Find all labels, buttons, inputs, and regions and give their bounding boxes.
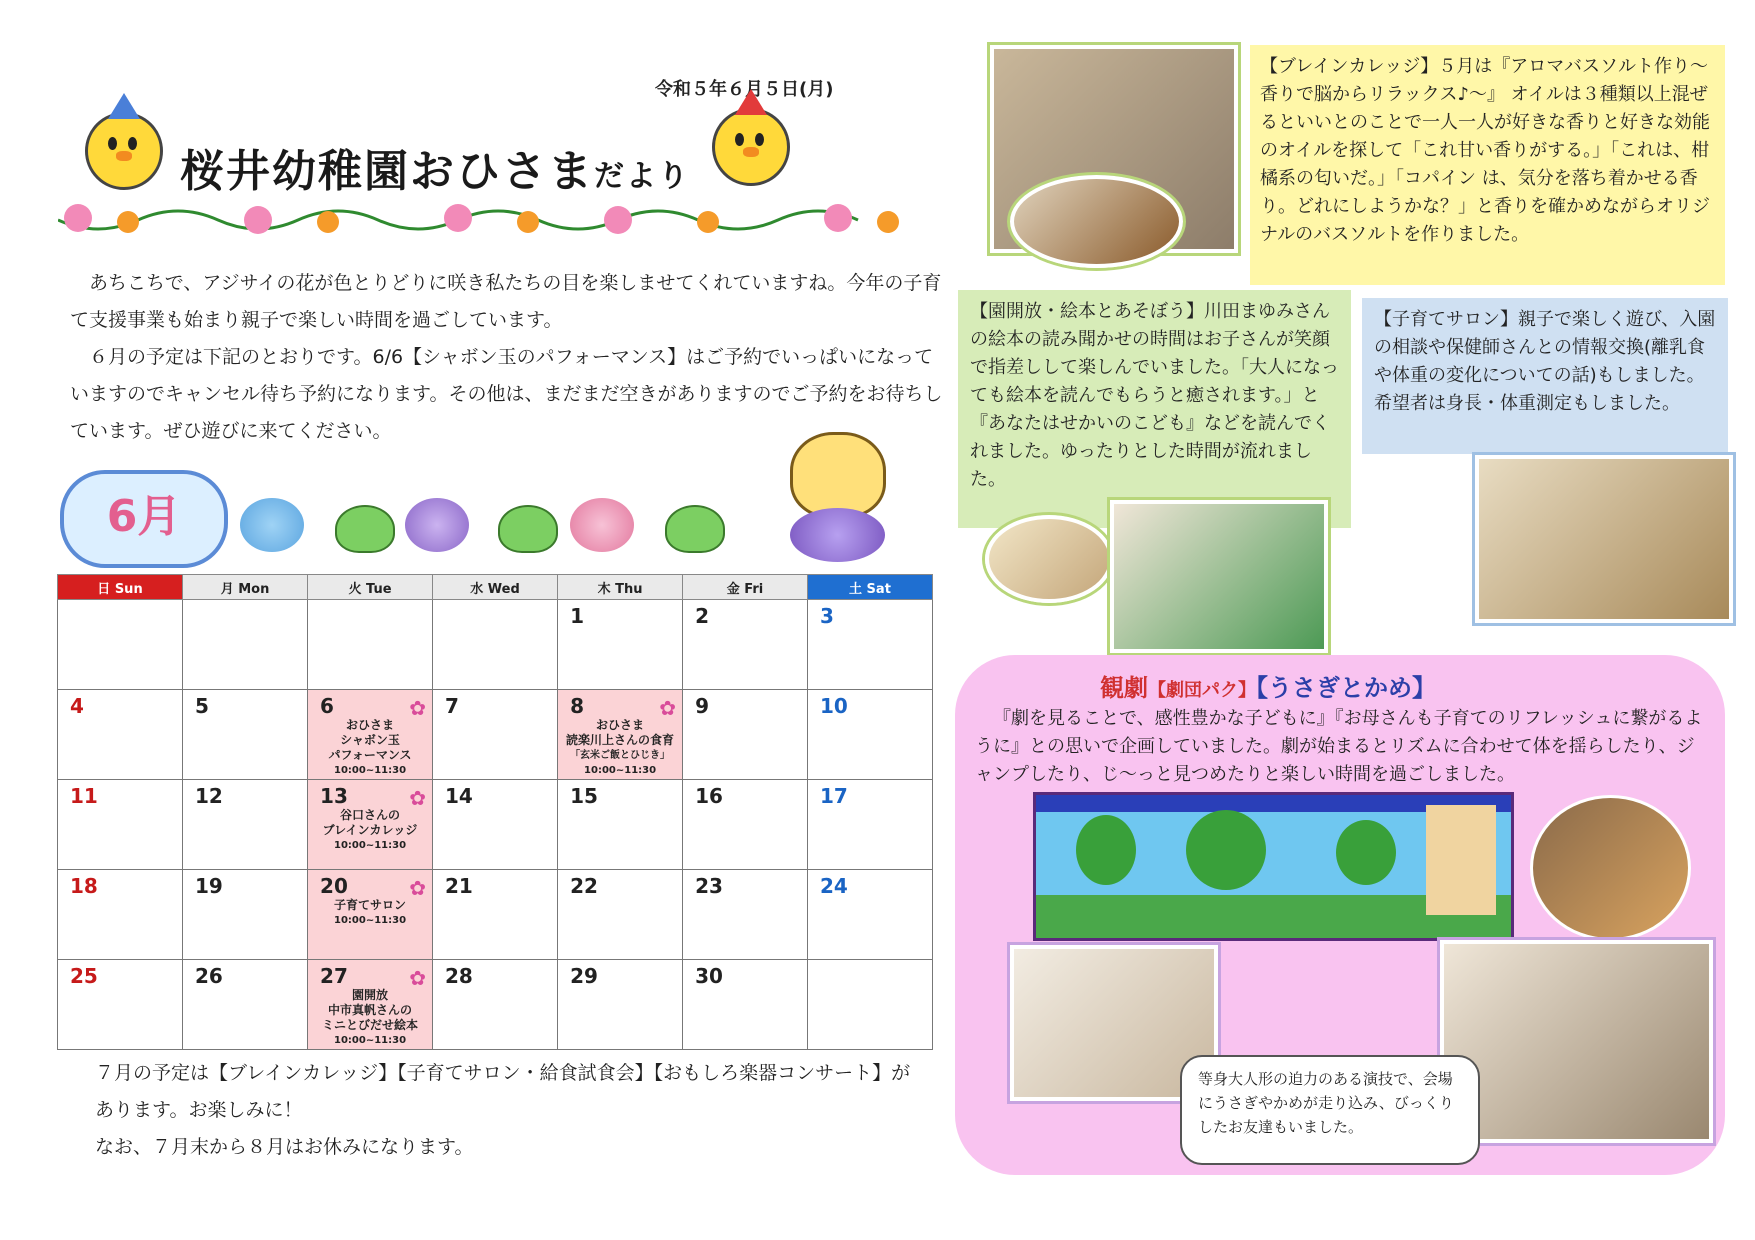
event-text [314, 898, 426, 928]
day-number: 27 [320, 964, 348, 988]
calendar-day [558, 960, 683, 1050]
flower-icon: ✿ [659, 696, 677, 720]
calendar-week [58, 690, 933, 780]
calendar-day [58, 780, 183, 870]
newsletter-title [180, 135, 690, 199]
day-number: 3 [819, 604, 834, 628]
calendar-day [433, 960, 558, 1050]
day-number: 29 [570, 964, 598, 988]
event-text [564, 718, 676, 778]
day-number: 23 [695, 874, 723, 898]
calendar-day [308, 960, 433, 1050]
day-number: 8 [570, 694, 584, 718]
brain-college-report: 【ブレインカレッジ】５月は『アロマバスソルト作り～香りで脳からリラックス♪～』 オイルは３種類以上混ぜるといいとのことで一人一人が好きな香りと好きな効能のオイルを探して「これ甘い香りがする。」「これは、柑橘系の匂いだ。」「コパイン は、気分を落ち着かせる香り。どれにしようかな？」と香りを確かめながらオリジナルのバスソルトを作りました。 [1250, 45, 1725, 285]
calendar-day [683, 780, 808, 870]
event-line: おひさま [596, 718, 645, 732]
intro-paragraph: あちこちで、アジサイの花が色とりどりに咲き私たちの目を楽しませてくれていますね。今年の子育て支援事業も始まり親子で楽しい時間を過ごしています。 [70, 272, 942, 331]
month-badge: 6月 [60, 470, 228, 568]
day-number: 30 [695, 964, 723, 988]
weekday-header: 水 Wed [433, 575, 558, 600]
calendar-week [58, 960, 933, 1050]
calendar-day [807, 780, 932, 870]
calendar-day [807, 690, 932, 780]
calendar-day [183, 600, 308, 690]
calendar-day [683, 690, 808, 780]
title-small: だより [594, 159, 690, 194]
weekday-header: 金 Fri [683, 575, 808, 600]
calendar-day [807, 600, 932, 690]
rabbit-performer-photo [1530, 795, 1691, 941]
calendar-day [58, 600, 183, 690]
calendar-day [183, 870, 308, 960]
calendar-day [558, 600, 683, 690]
event-line: 10:00~11:30 [334, 840, 407, 851]
day-number: 9 [695, 694, 709, 718]
calendar-week [58, 870, 933, 960]
day-number: 15 [570, 784, 598, 808]
theater-paragraph: 『劇を見ることで、感性豊かな子どもに』『お母さんも子育てのリフレッシュに繋がるように』との思いで企画していました。劇が始まるとリズムに合わせて体を揺らしたり、ジャンプしたり、じ～っと見つめたりと楽しい時間を過ごしました。 [975, 708, 1703, 785]
calendar-day [558, 870, 683, 960]
july-paragraph: ７月の予定は【ブレインカレッジ】【子育てサロン・給食試食会】【おもしろ楽器コンサート】があります。お楽しみに！ [95, 1062, 911, 1121]
day-number: 19 [195, 874, 223, 898]
calendar-day [183, 780, 308, 870]
calendar-day [58, 690, 183, 780]
event-line: シャボン玉 [340, 733, 400, 747]
hydrangea-purple-icon [790, 508, 885, 562]
hydrangea-blue-icon [240, 498, 304, 552]
theater-play-title: 【うさぎとかめ】 [1256, 674, 1436, 702]
day-number: 20 [320, 874, 348, 898]
calendar-day [183, 960, 308, 1050]
picture-book-photo [985, 515, 1113, 603]
theater-company: 【劇団パク】 [1148, 680, 1256, 701]
event-line: ブレインカレッジ [322, 823, 418, 837]
calendar-day [308, 870, 433, 960]
day-number: 28 [445, 964, 473, 988]
calendar-day [433, 780, 558, 870]
day-number: 2 [695, 604, 709, 628]
event-line: 中市真帆さんの [328, 1003, 413, 1017]
calendar-body [58, 600, 933, 1050]
flower-garland [58, 198, 908, 242]
calendar-week [58, 780, 933, 870]
theater-description [975, 705, 1710, 789]
june-calendar [57, 574, 933, 1050]
event-text [314, 808, 426, 853]
parenting-salon-report: 【子育てサロン】親子で楽しく遊び、入園の相談や保健師さんとの情報交換(離乳食や体重の変化についての話)もしました。希望者は身長・体重測定もしました。 [1362, 298, 1728, 454]
flower-icon: ✿ [409, 966, 427, 990]
event-line: 子育てサロン [334, 898, 407, 912]
salon-playroom-photo [1475, 455, 1733, 623]
day-number: 17 [819, 784, 848, 808]
calendar-day [683, 960, 808, 1050]
day-number: 4 [70, 694, 84, 718]
reading-session-photo [1110, 500, 1328, 653]
frog-icon [335, 505, 395, 553]
calendar-day [807, 960, 932, 1050]
hydrangea-pink-icon [570, 498, 634, 552]
speech-bubble: 等身大人形の迫力のある演技で、会場にうさぎやかめが走り込み、びっくりしたお友達もいました。 [1180, 1055, 1480, 1165]
weekday-header: 土 Sat [807, 575, 932, 600]
chick-mascot-right [712, 108, 790, 186]
calendar-day [433, 870, 558, 960]
calendar-day [308, 780, 433, 870]
day-number: 22 [570, 874, 598, 898]
calendar-day [58, 960, 183, 1050]
day-number: 26 [195, 964, 223, 988]
day-number: 1 [570, 604, 584, 628]
calendar-day [308, 600, 433, 690]
weekday-header: 月 Mon [183, 575, 308, 600]
day-number: 13 [320, 784, 348, 808]
flower-icon: ✿ [409, 876, 427, 900]
hydrangea-purple-icon [405, 498, 469, 552]
chick-mascot-left [85, 112, 163, 190]
theater-heading [1100, 668, 1436, 703]
event-line: パフォーマンス [328, 748, 412, 762]
day-number: 18 [70, 874, 98, 898]
event-line: 園開放 [352, 988, 389, 1002]
calendar-day [183, 690, 308, 780]
flower-icon: ✿ [409, 786, 427, 810]
day-number: 6 [320, 694, 334, 718]
event-text [314, 988, 426, 1048]
day-number: 11 [70, 784, 98, 808]
event-line: 10:00~11:30 [584, 765, 657, 776]
july-notice [95, 1055, 915, 1166]
event-line: 読楽川上さんの食育 [566, 733, 675, 747]
open-day-report: 【園開放・絵本とあそぼう】川田まゆみさんの絵本の読み聞かせの時間はお子さんが笑顔で指差しして楽しんでいました。「大人になっても絵本を読んでもらうと癒されます。」と『あなたはせかいのこども』などを読んでくれました。ゆったりとした時間が流れました。 [958, 290, 1351, 528]
day-number: 25 [70, 964, 98, 988]
july-paragraph: なお、７月末から８月はお休みになります。 [95, 1136, 474, 1158]
theater-heading-label: 観劇 [1100, 674, 1148, 702]
flower-icon: ✿ [409, 696, 427, 720]
day-number: 10 [819, 694, 848, 718]
day-number: 12 [195, 784, 223, 808]
audience-hall-photo [1440, 940, 1713, 1143]
calendar-day [683, 600, 808, 690]
calendar-week [58, 600, 933, 690]
event-line: 谷口さんの [340, 808, 401, 822]
weekday-header: 火 Tue [308, 575, 433, 600]
event-text [314, 718, 426, 778]
event-line: おひさま [346, 718, 395, 732]
day-number: 14 [445, 784, 473, 808]
cat-mascot-icon [790, 432, 886, 518]
calendar-day [433, 600, 558, 690]
intro-paragraph: ６月の予定は下記のとおりです。6/6【シャボン玉のパフォーマンス】はご予約でいっぱいになっていますのでキャンセル待ち予約になります。その他は、まだまだ空きがありますのでご予約をお待ちしています。ぜひ遊びに来てください。 [70, 346, 943, 442]
event-line: 「玄米ご飯とひじき」 [570, 750, 671, 761]
day-number: 16 [695, 784, 723, 808]
weekday-header: 木 Thu [558, 575, 683, 600]
calendar-day [58, 870, 183, 960]
aroma-oils-photo [1010, 175, 1183, 268]
calendar-day [558, 690, 683, 780]
day-number: 24 [819, 874, 848, 898]
day-number: 21 [445, 874, 473, 898]
frog-icon [665, 505, 725, 553]
calendar-day [683, 870, 808, 960]
calendar-day [807, 870, 932, 960]
title-main: 桜井幼稚園おひさま [180, 146, 594, 197]
day-number: 7 [445, 694, 459, 718]
event-line: 10:00~11:30 [334, 765, 407, 776]
weekday-header: 日 Sun [58, 575, 183, 600]
event-line: 10:00~11:30 [334, 1035, 407, 1046]
day-number: 5 [195, 694, 209, 718]
issue-date: 令和５年６月５日(月) [655, 79, 834, 100]
event-line: ミニとびだせ絵本 [322, 1018, 419, 1032]
puppet-stage-photo [1033, 792, 1514, 941]
calendar-day [558, 780, 683, 870]
intro-text [70, 265, 950, 450]
frog-icon [498, 505, 558, 553]
calendar-day [433, 690, 558, 780]
event-line: 10:00~11:30 [334, 915, 407, 926]
calendar-day [308, 690, 433, 780]
